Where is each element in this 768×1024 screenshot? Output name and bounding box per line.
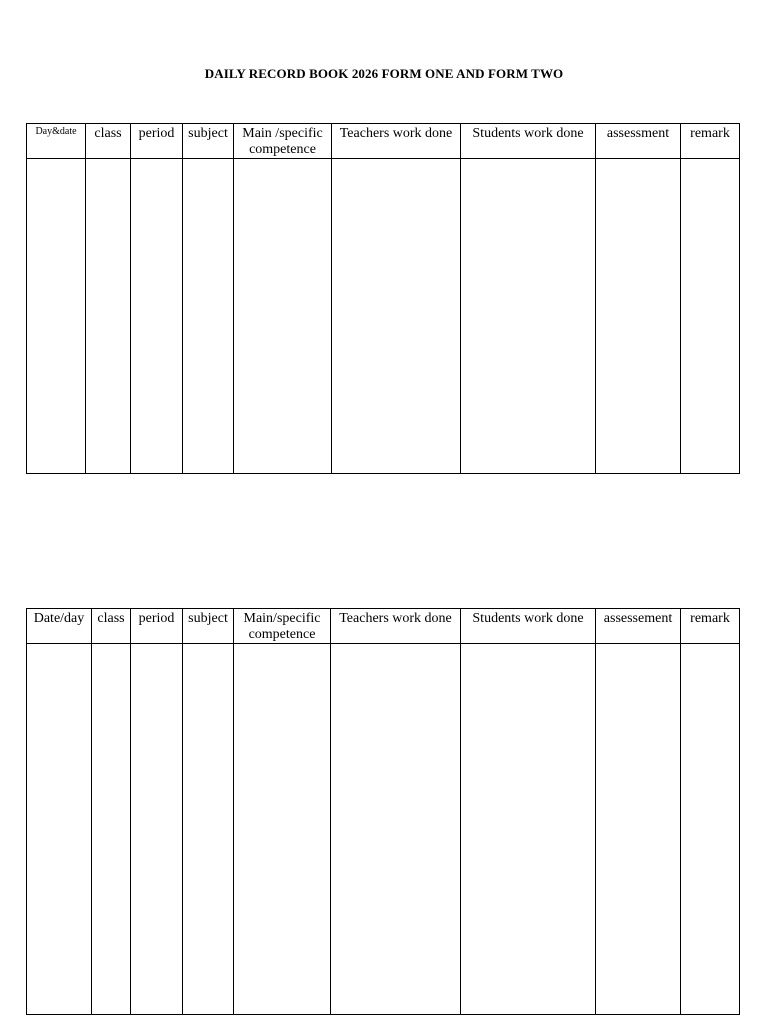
table-cell[interactable] [92, 644, 131, 1015]
table-cell[interactable] [596, 159, 681, 474]
column-header-day-date: Day&date [27, 124, 86, 159]
table-cell[interactable] [234, 644, 331, 1015]
table-cell[interactable] [234, 159, 332, 474]
table-cell[interactable] [183, 644, 234, 1015]
column-header-class: class [92, 609, 131, 644]
column-header-remark: remark [681, 609, 740, 644]
table-cell[interactable] [461, 159, 596, 474]
column-header-class: class [86, 124, 131, 159]
column-header-teachers-work: Teachers work done [331, 609, 461, 644]
table-header-row [27, 124, 740, 159]
table-cell[interactable] [27, 644, 92, 1015]
table-row [27, 644, 740, 1015]
column-header-remark: remark [681, 124, 740, 159]
column-header-assessment: assessement [596, 609, 681, 644]
column-header-assessment: assessment [596, 124, 681, 159]
table-cell[interactable] [131, 159, 183, 474]
column-header-subject: subject [183, 609, 234, 644]
column-header-period: period [131, 124, 183, 159]
table-cell[interactable] [86, 159, 131, 474]
table-cell[interactable] [27, 159, 86, 474]
table-row [27, 159, 740, 474]
column-header-subject: subject [183, 124, 234, 159]
record-table-1 [26, 123, 740, 474]
table-cell[interactable] [681, 159, 740, 474]
table-cell[interactable] [331, 644, 461, 1015]
column-header-competence: Main/specific competence [234, 609, 331, 644]
column-header-students-work: Students work done [461, 124, 596, 159]
column-header-students-work: Students work done [461, 609, 596, 644]
table-cell[interactable] [681, 644, 740, 1015]
table-cell[interactable] [131, 644, 183, 1015]
record-table-2 [26, 608, 740, 1015]
column-header-competence: Main /specific competence [234, 124, 332, 159]
table-cell[interactable] [461, 644, 596, 1015]
page-title: DAILY RECORD BOOK 2026 FORM ONE AND FORM TWO [204, 66, 564, 81]
column-header-teachers-work: Teachers work done [332, 124, 461, 159]
table-header-row [27, 609, 740, 644]
table-cell[interactable] [183, 159, 234, 474]
column-header-date-day: Date/day [27, 609, 92, 644]
table-cell[interactable] [332, 159, 461, 474]
table-cell[interactable] [596, 644, 681, 1015]
column-header-period: period [131, 609, 183, 644]
